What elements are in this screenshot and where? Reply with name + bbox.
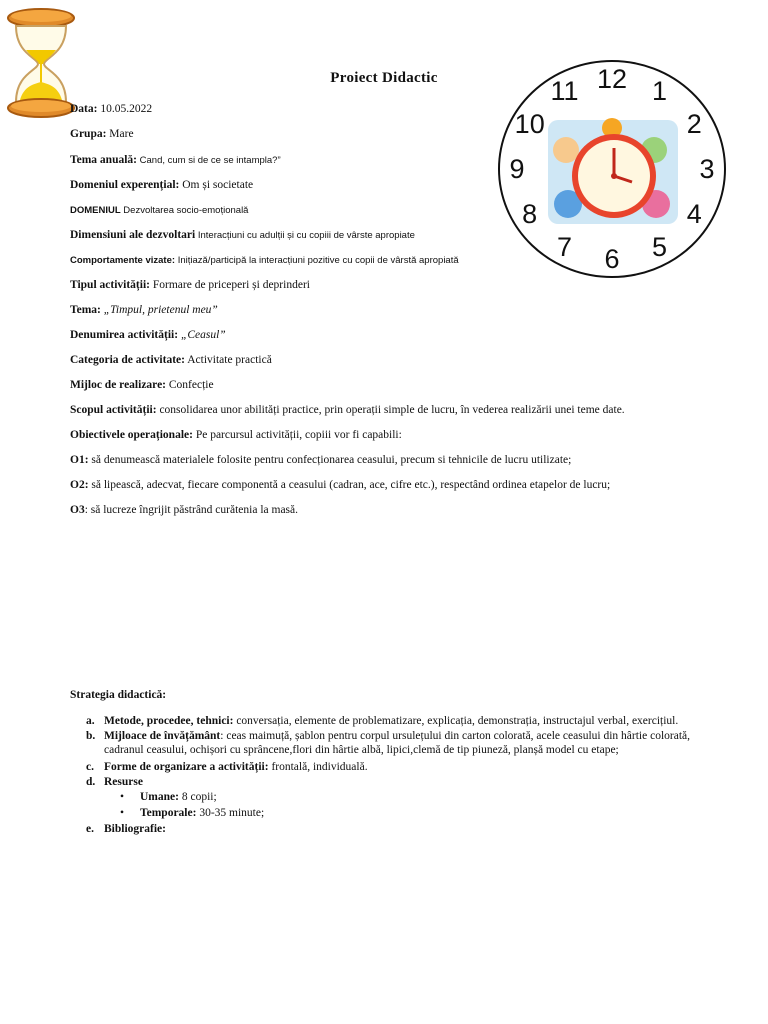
clock-number: 7 (556, 231, 573, 262)
hourglass-icon (4, 6, 78, 122)
resource-temporale: • Temporale: 30-35 minute; (120, 807, 265, 819)
field-comportamente: Comportamente vizate: Inițiază/participă la interacțiuni pozitive cu copii de vârstă apropiată (70, 255, 459, 266)
clock-number: 2 (686, 109, 702, 139)
clock-number: 3 (699, 154, 715, 184)
field-grupa: Grupa: Mare (70, 128, 134, 140)
clock-number: 10 (514, 109, 545, 139)
strategy-item-e: e. Bibliografie: (86, 823, 166, 835)
strategy-item-c: c. Forme de organizare a activității: frontală, individuală. (86, 761, 368, 773)
clock-number: 9 (509, 154, 525, 184)
document-title: Proiect Didactic (330, 70, 438, 86)
field-scopul: Scopul activității: consolidarea unor abilități practice, prin operații simple de lucru, în vederea realizării unei teme date. (70, 404, 625, 416)
field-domeniul-experential: Domeniul experențial: Om și societate (70, 179, 254, 191)
clock-number: 11 (550, 76, 579, 107)
clock-number: 4 (686, 199, 702, 229)
strategy-item-b-continued: cadranul ceasului, ochișori cu sprâncene,flori din hârtie albă, lipici,clemă de tip piuneză, planșă model cu etape; (104, 744, 619, 756)
strategy-item-d: d. Resurse (86, 776, 143, 788)
bullet-icon: • (120, 791, 125, 803)
strategy-heading: Strategia didactică: (70, 689, 167, 701)
field-categoria: Categoria de activitate: Activitate practică (70, 354, 272, 366)
clock-numbers (496, 58, 728, 280)
clock-number: 8 (522, 199, 538, 229)
field-domeniul: DOMENIUL Dezvoltarea socio-emoțională (70, 205, 249, 216)
field-tema: Tema: „Timpul, prietenul meu” (70, 304, 218, 316)
clock-number: 6 (604, 244, 620, 274)
resource-umane: • Umane: 8 copii; (120, 791, 217, 803)
bullet-icon: • (120, 807, 125, 819)
field-data: Data: 10.05.2022 (70, 103, 153, 115)
clock-number: 5 (651, 231, 668, 262)
field-tipul-activitatii: Tipul activității: Formare de priceperi și deprinderi (70, 279, 310, 291)
field-o3: O3: să lucreze îngrijit păstrând curătenia la masă. (70, 504, 298, 516)
field-o2: O2: să lipească, adecvat, fiecare componentă a ceasului (cadran, ace, cifre etc.), respectând ordinea etapelor de lucru; (70, 479, 611, 491)
clock-number: 1 (651, 76, 668, 107)
field-dimensiuni: Dimensiuni ale dezvoltari Interacțiuni cu adulții și cu copiii de vârste apropiate (70, 229, 415, 241)
field-tema-anuala: Tema anuală: Cand, cum si de ce se intampla?” (70, 154, 281, 166)
clock-number: 12 (596, 64, 628, 94)
field-mijloc: Mijloc de realizare: Confecție (70, 379, 214, 391)
field-denumirea: Denumirea activității: „Ceasul” (70, 329, 226, 341)
strategy-item-a: a. Metode, procedee, tehnici: conversația, elemente de problematizare, explicația, demonstrația, instructajul verbal, exercițiul. (86, 715, 679, 727)
strategy-item-b: b. Mijloace de învățământ: ceas maimuță, șablon pentru corpul ursulețului din carton colorată, acele ceasului din hârtie colorată, cadranul ceasului, ochișori cu sprâncene,flori din hârtie albă, lipici,clemă de tip piuneză, planșă model cu etape; (86, 729, 706, 757)
field-obiectivele: Obiectivele operaționale: Pe parcursul activității, copiii vor fi capabili: (70, 429, 402, 441)
field-o1: O1: să denumească materialele folosite pentru confecționarea ceasului, precum si tehnicile de lucru utilizate; (70, 454, 572, 466)
